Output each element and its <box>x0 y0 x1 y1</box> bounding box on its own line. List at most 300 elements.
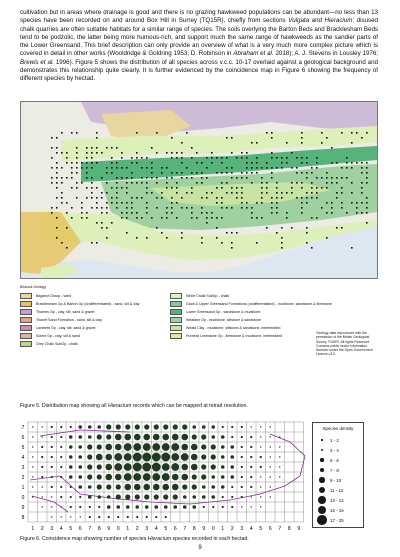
legend-item <box>20 325 95 331</box>
record-dot <box>256 172 258 174</box>
record-dot <box>141 157 143 159</box>
x-tick-label: 2 <box>230 526 234 532</box>
figure6-coincidence-map <box>20 416 378 534</box>
density-dot <box>124 473 132 481</box>
density-dot <box>143 484 150 491</box>
record-dot <box>271 207 273 209</box>
density-dot <box>114 453 122 461</box>
record-dot <box>306 202 308 204</box>
record-dot <box>176 202 178 204</box>
record-dot <box>251 172 253 174</box>
record-dot <box>206 157 208 159</box>
key-row <box>316 435 362 445</box>
record-dot <box>251 182 253 184</box>
density-dot <box>143 473 151 481</box>
record-dot <box>221 187 223 189</box>
record-dot <box>191 157 193 159</box>
x-tick-label: 4 <box>154 526 158 532</box>
record-dot <box>176 172 178 174</box>
key-row <box>316 515 362 525</box>
density-dot <box>211 425 215 429</box>
record-dot <box>351 192 353 194</box>
density-dot <box>260 446 261 447</box>
x-tick-label: 6 <box>78 526 82 532</box>
density-dot <box>241 476 243 478</box>
density-dot <box>51 456 53 458</box>
density-dot <box>241 486 243 488</box>
record-dot <box>111 172 113 174</box>
record-dot <box>241 177 243 179</box>
record-dot <box>221 217 223 219</box>
record-dot <box>261 187 263 189</box>
density-dot <box>143 434 150 441</box>
density-dot <box>42 426 43 427</box>
density-dot <box>97 425 101 429</box>
record-dot <box>151 192 153 194</box>
density-dot <box>78 475 82 479</box>
record-dot <box>181 197 183 199</box>
record-dot <box>266 167 268 169</box>
density-dot <box>201 464 206 469</box>
record-dot <box>366 202 368 204</box>
record-dot <box>216 197 218 199</box>
y-tick-label: 4 <box>21 455 25 461</box>
legend-item <box>170 293 229 299</box>
record-dot <box>121 187 123 189</box>
record-dot <box>156 182 158 184</box>
density-dot <box>230 475 234 479</box>
density-dot <box>279 476 280 477</box>
x-tick-label: 2 <box>135 526 139 532</box>
record-dot <box>76 152 78 154</box>
record-dot <box>251 212 253 214</box>
density-dot <box>241 466 243 468</box>
record-dot <box>71 207 73 209</box>
density-dot <box>135 505 139 509</box>
record-dot <box>231 232 233 234</box>
record-dot <box>306 197 308 199</box>
record-dot <box>311 247 313 249</box>
record-dot <box>76 197 78 199</box>
density-dot <box>60 476 62 478</box>
page-number: 9 <box>198 545 202 551</box>
figure6-caption: Figure 6. Coincidence map showing number of species Hieracium species recorded in each hectad. <box>20 536 249 542</box>
density-dot <box>105 454 112 461</box>
record-dot <box>96 202 98 204</box>
record-dot <box>216 187 218 189</box>
density-dot <box>117 516 119 518</box>
record-dot <box>286 217 288 219</box>
record-dot <box>211 192 213 194</box>
record-dot <box>111 197 113 199</box>
record-dot <box>206 222 208 224</box>
key-row <box>316 445 362 455</box>
record-dot <box>116 207 118 209</box>
record-dot <box>56 237 58 239</box>
density-dot <box>88 485 92 489</box>
legend-label: Grey Chalk SubGp - chalk <box>36 342 78 346</box>
record-dot <box>161 232 163 234</box>
record-dot <box>226 232 228 234</box>
record-dot <box>191 172 193 174</box>
record-dot <box>61 197 63 199</box>
density-dot <box>105 474 112 481</box>
record-dot <box>171 172 173 174</box>
record-dot <box>331 202 333 204</box>
legend-label: Thames Gp - clay, silt, sand & gravel <box>36 310 95 314</box>
record-dot <box>281 227 283 229</box>
record-dot <box>301 182 303 184</box>
record-dot <box>61 242 63 244</box>
record-dot <box>296 197 298 199</box>
record-dot <box>141 167 143 169</box>
record-dot <box>146 182 148 184</box>
density-dot <box>192 425 196 429</box>
density-dot <box>114 463 122 471</box>
record-dot <box>201 177 203 179</box>
record-dot <box>316 197 318 199</box>
record-dot <box>206 177 208 179</box>
key-dot <box>316 487 328 493</box>
record-dot <box>91 182 93 184</box>
density-dot <box>202 495 206 499</box>
record-dot <box>276 197 278 199</box>
density-dot <box>41 476 43 478</box>
legend-item <box>20 309 94 315</box>
density-dot <box>124 443 132 451</box>
record-dot <box>56 182 58 184</box>
record-dot <box>116 202 118 204</box>
record-dot <box>66 227 68 229</box>
record-dot <box>281 162 283 164</box>
density-dot <box>171 453 179 461</box>
density-dot <box>231 496 233 498</box>
record-dot <box>336 192 338 194</box>
record-dot <box>106 182 108 184</box>
density-dot <box>124 453 132 461</box>
record-dot <box>276 157 278 159</box>
record-dot <box>101 207 103 209</box>
record-dot <box>66 247 68 249</box>
record-dot <box>91 152 93 154</box>
record-dot <box>156 197 158 199</box>
record-dot <box>156 152 158 154</box>
record-dot <box>111 222 113 224</box>
record-dot <box>61 152 63 154</box>
record-dot <box>241 152 243 154</box>
record-dot <box>316 162 318 164</box>
key-dot <box>316 496 328 504</box>
density-dot <box>70 426 72 428</box>
density-dot <box>32 476 33 477</box>
density-dot <box>89 516 91 518</box>
record-dot <box>346 167 348 169</box>
density-dot <box>78 445 82 449</box>
record-dot <box>281 247 283 249</box>
record-dot <box>71 187 73 189</box>
density-dot <box>115 444 122 451</box>
record-dot <box>331 207 333 209</box>
record-dot <box>186 177 188 179</box>
record-dot <box>76 132 78 134</box>
record-dot <box>96 197 98 199</box>
record-dot <box>81 217 83 219</box>
density-dot <box>279 456 280 457</box>
density-dot <box>108 516 110 518</box>
record-dot <box>306 157 308 159</box>
record-dot <box>151 147 153 149</box>
density-dot <box>221 455 225 459</box>
record-dot <box>96 187 98 189</box>
record-dot <box>351 182 353 184</box>
record-dot <box>251 162 253 164</box>
key-label: 3 - 4 <box>330 447 339 453</box>
x-tick-label: 1 <box>126 526 130 532</box>
record-dot <box>76 172 78 174</box>
record-dot <box>271 212 273 214</box>
record-dot <box>146 192 148 194</box>
record-dot <box>231 247 233 249</box>
record-dot <box>96 242 98 244</box>
x-tick-label: 0 <box>211 526 215 532</box>
record-dot <box>201 197 203 199</box>
y-tick-label: 5 <box>21 445 25 451</box>
record-dot <box>296 172 298 174</box>
record-dot <box>361 182 363 184</box>
record-dot <box>156 132 158 134</box>
record-dot <box>341 132 343 134</box>
record-dot <box>91 242 93 244</box>
figure5-map-svg <box>21 102 377 278</box>
density-dot <box>32 446 33 447</box>
legend-swatch <box>170 301 182 308</box>
density-dot <box>221 445 225 449</box>
key-row <box>316 495 362 505</box>
y-tick-label: 8 <box>21 515 25 521</box>
record-dot <box>301 132 303 134</box>
record-dot <box>226 182 228 184</box>
record-dot <box>211 217 213 219</box>
record-dot <box>236 197 238 199</box>
x-tick-label: 6 <box>173 526 177 532</box>
density-dot <box>183 505 187 509</box>
record-dot <box>166 182 168 184</box>
density-dot <box>79 496 81 498</box>
density-dot <box>250 486 252 488</box>
density-dot <box>51 436 53 438</box>
record-dot <box>151 167 153 169</box>
density-dot <box>51 446 53 448</box>
record-dot <box>141 182 143 184</box>
record-dot <box>131 172 133 174</box>
x-tick-label: 8 <box>192 526 196 532</box>
record-dot <box>56 177 58 179</box>
record-dot <box>71 177 73 179</box>
record-dot <box>71 172 73 174</box>
record-dot <box>51 157 53 159</box>
x-tick-label: 8 <box>97 526 101 532</box>
record-dot <box>186 207 188 209</box>
density-dot <box>260 426 261 427</box>
density-dot <box>51 516 52 517</box>
density-dot <box>125 424 130 429</box>
record-dot <box>236 177 238 179</box>
density-dot <box>32 466 33 467</box>
record-dot <box>76 162 78 164</box>
density-dot <box>163 424 168 429</box>
legend-item <box>20 301 140 307</box>
key-row <box>316 455 362 465</box>
record-dot <box>256 162 258 164</box>
record-dot <box>156 207 158 209</box>
record-dot <box>96 137 98 139</box>
record-dot <box>251 217 253 219</box>
record-dot <box>106 237 108 239</box>
density-dot <box>60 446 62 448</box>
geology-copyright: Geology data reproduced with the permission of the British Geological Survey. ©UKRI. All rights Reserved. Contains public sector information licensed under the Open Government Licence v3.0. <box>316 331 373 357</box>
density-dot <box>97 464 102 469</box>
record-dot <box>136 157 138 159</box>
x-tick-label: 0 <box>116 526 120 532</box>
density-dot <box>125 494 130 499</box>
density-dot <box>32 456 33 457</box>
record-dot <box>266 162 268 164</box>
density-dot <box>211 444 216 449</box>
density-dot <box>270 496 271 497</box>
record-dot <box>266 182 268 184</box>
record-dot <box>101 197 103 199</box>
record-dot <box>171 202 173 204</box>
density-dot <box>51 426 53 428</box>
record-dot <box>136 237 138 239</box>
record-dot <box>326 237 328 239</box>
density-dot <box>116 424 121 429</box>
record-dot <box>211 152 213 154</box>
density-dot <box>162 473 170 481</box>
density-dot <box>69 445 73 449</box>
record-dot <box>341 202 343 204</box>
record-dot <box>311 187 313 189</box>
record-dot <box>96 207 98 209</box>
density-dot <box>42 506 43 507</box>
record-dot <box>101 212 103 214</box>
density-dot <box>143 443 151 451</box>
record-dot <box>261 217 263 219</box>
record-dot <box>116 167 118 169</box>
record-dot <box>316 217 318 219</box>
key-row <box>316 465 362 475</box>
density-dot <box>211 495 215 499</box>
record-dot <box>196 172 198 174</box>
density-dot <box>155 516 157 518</box>
record-dot <box>236 232 238 234</box>
record-dot <box>161 172 163 174</box>
record-dot <box>191 147 193 149</box>
record-dot <box>161 167 163 169</box>
record-dot <box>301 137 303 139</box>
record-dot <box>171 137 173 139</box>
record-dot <box>181 162 183 164</box>
record-dot <box>336 197 338 199</box>
density-dot <box>78 485 82 489</box>
legend-label: Wealden Gp - mudstone, siltstone & sandstone <box>186 318 262 322</box>
record-dot <box>206 197 208 199</box>
record-dot <box>211 162 213 164</box>
record-dot <box>136 212 138 214</box>
density-dot <box>98 506 100 508</box>
record-dot <box>336 182 338 184</box>
record-dot <box>166 152 168 154</box>
record-dot <box>366 207 368 209</box>
record-dot <box>86 187 88 189</box>
record-dot <box>271 137 273 139</box>
record-dot <box>86 197 88 199</box>
record-dot <box>266 227 268 229</box>
record-dot <box>226 137 228 139</box>
record-dot <box>136 217 138 219</box>
x-tick-label: 7 <box>88 526 92 532</box>
record-dot <box>141 177 143 179</box>
density-dot <box>250 466 252 468</box>
record-dot <box>366 197 368 199</box>
record-dot <box>96 162 98 164</box>
density-dot <box>164 505 168 509</box>
record-dot <box>216 172 218 174</box>
record-dot <box>96 222 98 224</box>
record-dot <box>261 197 263 199</box>
record-dot <box>106 212 108 214</box>
record-dot <box>326 177 328 179</box>
record-dot <box>51 147 53 149</box>
record-dot <box>81 162 83 164</box>
legend-item <box>20 317 102 323</box>
record-dot <box>271 197 273 199</box>
key-row <box>316 505 362 515</box>
density-dot <box>201 474 206 479</box>
record-dot <box>181 142 183 144</box>
x-tick-label: 1 <box>221 526 225 532</box>
record-dot <box>201 162 203 164</box>
x-tick-label: 5 <box>164 526 168 532</box>
record-dot <box>266 187 268 189</box>
density-dot <box>191 464 198 471</box>
record-dot <box>91 147 93 149</box>
density-dot <box>60 426 62 428</box>
key-label: 17 - 25 <box>330 517 344 523</box>
record-dot <box>56 162 58 164</box>
record-dot <box>231 177 233 179</box>
record-dot <box>211 157 213 159</box>
density-dot <box>171 443 179 451</box>
record-dot <box>191 217 193 219</box>
record-dot <box>131 207 133 209</box>
density-dot <box>115 474 122 481</box>
record-dot <box>366 167 368 169</box>
density-dot <box>250 456 252 458</box>
record-dot <box>186 132 188 134</box>
record-dot <box>341 177 343 179</box>
legend-swatch <box>20 293 32 300</box>
density-dot <box>260 436 261 437</box>
density-dot <box>135 494 140 499</box>
record-dot <box>291 182 293 184</box>
y-tick-label: 9 <box>21 505 25 511</box>
record-dot <box>106 167 108 169</box>
record-dot <box>261 177 263 179</box>
record-dot <box>301 207 303 209</box>
record-dot <box>61 182 63 184</box>
density-dot <box>192 484 197 489</box>
